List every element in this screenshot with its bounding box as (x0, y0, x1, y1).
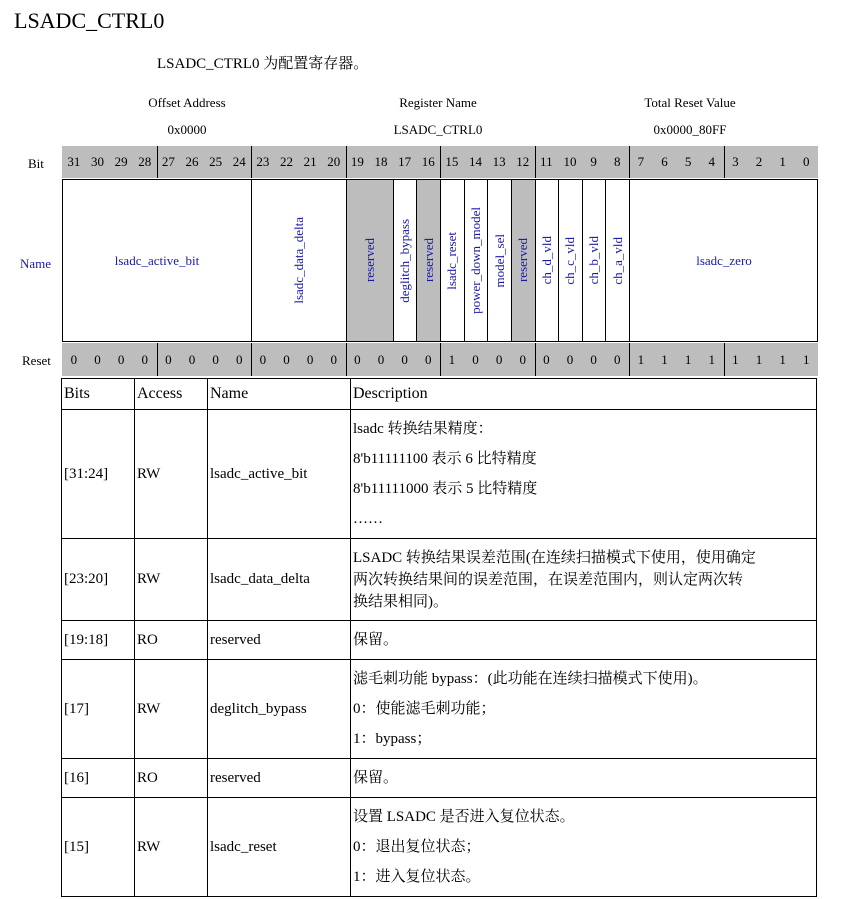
header-description: Description (351, 379, 817, 410)
cell-name: lsadc_data_delta (208, 539, 351, 621)
field-label: ch_c_vld (562, 236, 578, 285)
nibble-divider (629, 343, 630, 376)
nibble-divider (535, 343, 536, 376)
bit-number: 29 (114, 154, 128, 169)
reset-bit-value: 0 (401, 352, 408, 367)
cell-bits: [17] (62, 660, 135, 759)
offset-address-value: 0x0000 (167, 122, 207, 137)
reset-bit-value: 0 (188, 352, 196, 367)
field-label: ch_b_vld (586, 236, 602, 285)
bit-number: 9 (590, 154, 597, 169)
nibble-divider (157, 146, 158, 178)
bit-number: 26 (185, 154, 199, 169)
page-title: LSADC_CTRL0 (14, 8, 165, 33)
reset-bit-value: 0 (472, 352, 479, 367)
cell-description (351, 410, 817, 539)
nibble-divider (346, 146, 347, 178)
description-line: 0：退出复位状态； (353, 839, 481, 855)
bit-number: 3 (732, 154, 739, 169)
nibble-divider (629, 146, 630, 178)
reset-bit-value: 0 (519, 352, 526, 367)
reset-bit-value: 0 (424, 352, 432, 367)
field-label: power_down_model (467, 207, 483, 314)
reset-bit-value: 0 (590, 352, 597, 367)
reset-bit-value: 0 (165, 352, 172, 367)
description-line: 保留。 (353, 770, 399, 786)
reset-bit-value: 0 (117, 352, 125, 367)
cell-name: lsadc_active_bit (208, 410, 351, 539)
cell-access: RO (135, 621, 208, 660)
description-line: 保留。 (353, 632, 399, 648)
field-reserved (416, 179, 440, 342)
description-line: 换结果相同)。 (353, 593, 448, 610)
table-row (62, 539, 817, 621)
field-reserved (511, 179, 535, 342)
bit-number: 16 (421, 154, 435, 169)
cell-name: lsadc_reset (208, 798, 351, 897)
reset-bit-value: 0 (70, 352, 78, 367)
reset-bit-value: 0 (283, 352, 290, 367)
table-row (62, 798, 817, 897)
field-power_down_model (464, 179, 488, 342)
header-access: Access (135, 379, 208, 410)
field-label: deglitch_bypass (397, 218, 413, 303)
field-label: lsadc_data_delta (290, 217, 306, 304)
description-line: 8'b11111000 表示 5 比特精度 (353, 481, 538, 497)
bit-number: 8 (613, 154, 621, 169)
description-line: 两次转换结果间的误差范围，在误差范围内，则认定两次转 (353, 571, 744, 588)
reset-bit-value: 0 (330, 352, 337, 367)
field-deglitch_bypass (393, 179, 417, 342)
register-name-label: Register Name (399, 95, 477, 110)
cell-bits: [23:20] (62, 539, 135, 621)
bit-number: 25 (209, 154, 223, 169)
field-label: reserved (361, 238, 377, 283)
field-lsadc_active_bit (62, 179, 251, 342)
description-line: 1：bypass； (353, 731, 432, 747)
reset-bit-value: 0 (212, 352, 219, 367)
reset-bit-value: 0 (235, 352, 243, 367)
bit-row-label: Bit (28, 156, 44, 171)
bit-number: 23 (256, 154, 270, 169)
table-row (62, 621, 817, 660)
reset-bit-value: 0 (354, 352, 361, 367)
field-ch_c_vld (558, 179, 582, 342)
bit-number: 5 (684, 154, 692, 169)
total-reset-value: 0x0000_80FF (653, 122, 727, 137)
cell-bits: [16] (62, 759, 135, 798)
cell-description (351, 759, 817, 798)
bit-number: 0 (802, 154, 810, 169)
field-model_sel (487, 179, 511, 342)
reset-bit-value: 1 (802, 352, 810, 367)
reset-bit-value: 0 (543, 352, 550, 367)
field-lsadc_reset (440, 179, 464, 342)
bit-number: 24 (232, 154, 246, 169)
field-lsadc_zero (629, 179, 818, 342)
reset-bit-value: 0 (377, 352, 385, 367)
nibble-divider (440, 343, 441, 376)
bit-number: 17 (398, 154, 412, 169)
reset-bit-value: 1 (637, 352, 645, 367)
description-line: 0：使能滤毛刺功能； (353, 701, 496, 717)
reset-bit-value: 0 (94, 352, 101, 367)
total-reset-label: Total Reset Value (644, 95, 736, 110)
bit-number: 11 (540, 154, 553, 169)
cell-description (351, 798, 817, 897)
description-line: 设置 LSADC 是否进入复位状态。 (353, 809, 575, 825)
field-label: model_sel (491, 233, 507, 288)
nibble-divider (251, 146, 252, 178)
reset-bit-value: 1 (755, 352, 763, 367)
bit-number: 28 (138, 154, 152, 169)
field-ch_d_vld (535, 179, 559, 342)
bit-number: 13 (492, 154, 506, 169)
cell-access: RW (135, 798, 208, 897)
bit-number: 2 (755, 154, 763, 169)
cell-description (351, 539, 817, 621)
register-bit-diagram (62, 146, 818, 378)
offset-address-label: Offset Address (148, 95, 226, 110)
table-header-row (62, 379, 817, 410)
bit-number: 21 (303, 154, 317, 169)
bit-number: 7 (637, 154, 645, 169)
description-line: lsadc 转换结果精度： (353, 421, 493, 437)
reset-bit-value: 1 (661, 352, 668, 367)
reset-row-label: Reset (22, 353, 51, 368)
reset-bit-value: 0 (306, 352, 314, 367)
bit-number: 19 (350, 154, 364, 169)
bit-number: 30 (90, 154, 104, 169)
cell-access: RO (135, 759, 208, 798)
bit-number: 22 (279, 154, 293, 169)
reset-bit-value: 0 (613, 352, 621, 367)
nibble-divider (724, 146, 725, 178)
cell-name: reserved (208, 759, 351, 798)
field-label: reserved (515, 238, 531, 283)
reset-bit-value: 1 (779, 352, 786, 367)
description-line: 8'b11111100 表示 6 比特精度 (353, 451, 537, 467)
nibble-divider (724, 343, 725, 376)
bit-number: 20 (327, 154, 341, 169)
bit-number: 31 (67, 154, 81, 169)
field-label: lsadc_zero (696, 252, 752, 268)
reset-bit-value: 1 (684, 352, 692, 367)
description-line: LSADC 转换结果误差范围(在连续扫描模式下使用，使用确定 (353, 549, 756, 566)
bit-number: 1 (779, 154, 786, 169)
field-description-table (61, 378, 817, 897)
register-intro: LSADC_CTRL0 为配置寄存器。 (157, 56, 369, 72)
reset-bit-value: 0 (259, 352, 267, 367)
field-reserved (346, 179, 393, 342)
header-name: Name (208, 379, 351, 410)
cell-bits: [19:18] (62, 621, 135, 660)
reset-bit-value: 1 (732, 352, 739, 367)
bit-number: 10 (563, 154, 577, 169)
reset-bit-value: 0 (141, 352, 148, 367)
description-line: …… (353, 511, 383, 527)
bit-number: 15 (445, 154, 459, 169)
cell-description (351, 621, 817, 660)
cell-access: RW (135, 660, 208, 759)
nibble-divider (346, 343, 347, 376)
bit-number: 27 (161, 154, 175, 169)
bit-number: 12 (516, 154, 530, 169)
nibble-divider (535, 146, 536, 178)
field-label: lsadc_active_bit (114, 252, 200, 268)
field-label: ch_d_vld (538, 236, 554, 285)
name-row-label: Name (20, 256, 52, 271)
reset-bit-value: 0 (566, 352, 574, 367)
cell-bits: [15] (62, 798, 135, 897)
bit-number: 6 (661, 154, 668, 169)
name-row-right-edge (817, 179, 818, 342)
cell-name: reserved (208, 621, 351, 660)
cell-description (351, 660, 817, 759)
cell-access: RW (135, 539, 208, 621)
bit-number: 4 (708, 154, 715, 169)
table-row (62, 410, 817, 539)
cell-bits: [31:24] (62, 410, 135, 539)
reset-bit-value: 1 (708, 352, 715, 367)
bit-number: 14 (468, 154, 482, 169)
header-bits: Bits (62, 379, 135, 410)
nibble-divider (157, 343, 158, 376)
cell-name: deglitch_bypass (208, 660, 351, 759)
field-lsadc_data_delta (251, 179, 346, 342)
field-label: reserved (420, 238, 436, 283)
table-row (62, 660, 817, 759)
field-ch_b_vld (582, 179, 606, 342)
reset-bit-value: 0 (495, 352, 503, 367)
field-label: lsadc_reset (444, 231, 460, 290)
nibble-divider (251, 343, 252, 376)
table-row (62, 759, 817, 798)
nibble-divider (440, 146, 441, 178)
register-name-value: LSADC_CTRL0 (393, 122, 483, 137)
reset-bit-value: 1 (448, 352, 456, 367)
description-line: 1：进入复位状态。 (353, 869, 481, 885)
field-ch_a_vld (605, 179, 629, 342)
description-line: 滤毛刺功能 bypass：(此功能在连续扫描模式下使用)。 (353, 671, 708, 687)
field-label: ch_a_vld (609, 236, 625, 285)
cell-access: RW (135, 410, 208, 539)
bit-number: 18 (374, 154, 388, 169)
